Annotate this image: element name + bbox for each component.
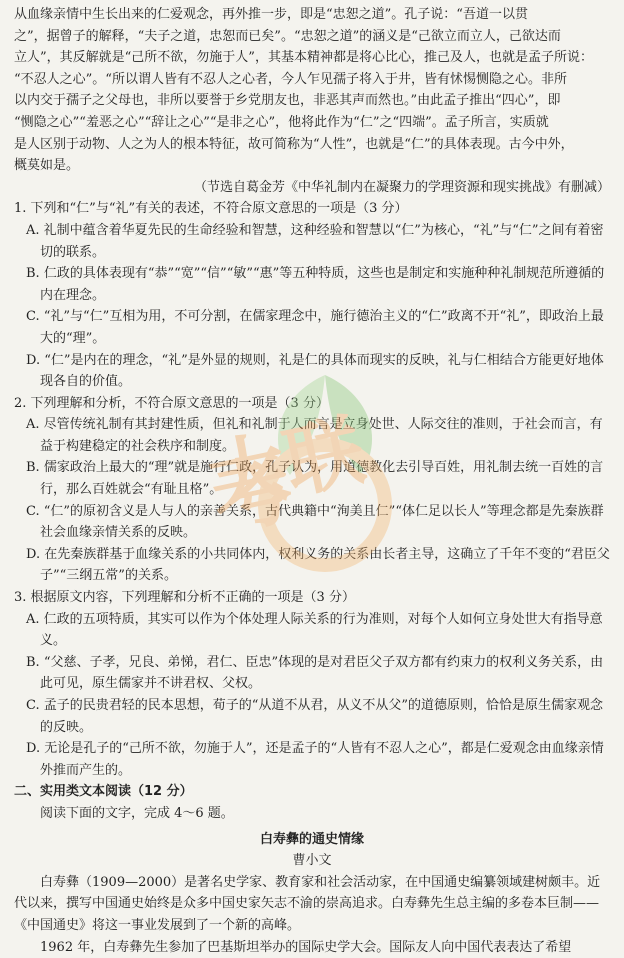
option-d: D. 在先秦族群基于血缘关系的小共同体内，权利义务的关系由长者主导，这确立了千年不变的“君臣父子”“三纲五常”的关系。 [26,546,610,584]
question-2 [14,393,610,587]
question-3 [14,587,610,781]
option-d: D. 无论是孔子的“己所不欲，勿施于人”，还是孟子的“人皆有不忍人之心”，都是仁爱观念由血缘亲情外推而产生的。 [26,741,604,778]
option-a: A. 仁政的五项特质，其实可以作为个体处理人际关系的行为准则，对每个人如何立身处世大有指导意义。 [26,611,603,649]
option-d: D. “仁”是内在的理念，“礼”是外显的规则，礼是仁的具体而现实的反映，礼与仁相结合方能更好地体现各自的价值。 [26,352,604,390]
section-heading: 二、实用类文本阅读（12 分） [14,784,193,800]
passage-line: 立人”，其反解就是“己所不欲，勿施于人”，其基本精神都是将心比心，推己及人，也就是孟子所说： [14,50,593,66]
passage-line: 是人区别于动物、人之为人的根本特征，故可简称为“人性”，也就是“仁”的具体表现。古今中外， [14,136,574,152]
article-paragraph: 白寿彝（1909—2000）是著名史学家、教育家和社会活动家，在中国通史编纂领域建树颇丰。近代以来，撰写中国通史始终是众多中国史家矢志不渝的崇高追求。白寿彝先生总主编的多卷本巨制——《中国通史》将这一事业发展到了一个新的高峰。 [14,874,601,933]
option-a: A. 尽管传统礼制有其封建性质，但礼和礼制于人而言是立身处世、人际交往的准则，于社会而言，有益于构建稳定的社会秩序和制度。 [26,417,603,454]
section-instruction: 阅读下面的文字，完成 4～6 题。 [40,805,234,821]
article-title: 白寿彝的通史情缘 [259,831,364,847]
question-stem: 2. 下列理解和分析，不符合原文意思的一项是（3 分） [14,395,329,411]
option-c: C. “仁”的原初含义是人与人的亲善关系，古代典籍中“洵美且仁”“体仁足以长人”等理念都是先秦族群社会血缘亲情关系的反映。 [26,503,604,541]
option-b: B. 仁政的具体表现有“恭”“宽”“信”“敏”“惠”等五种特质，这些也是制定和实施种种礼制规范所遵循的内在理念。 [26,266,605,303]
option-c: C. 孟子的民贵君轻的民本思想，荀子的“从道不从君，从义不从父”的道德原则，恰恰是原生儒家观念的反映。 [26,698,604,735]
article-paragraph: 1962 年，白寿彝先生参加了巴基斯坦举办的国际史学大会。国际友人向中国代表表达了希望 [40,939,572,955]
passage-source: （节选自葛金芳《中华礼制内在凝聚力的学理资源和现实挑战》有删减） [193,179,610,195]
passage-line: 从血缘亲情中生长出来的仁爱观念，再外推一步，即是“忠恕之道”。孔子说：“吾道一以贯 [14,7,528,22]
option-c: C. “礼”与“仁”互相为用，不可分割，在儒家理念中，施行德治主义的“仁”政离不开“礼”，即政治上最大的“理”。 [26,309,604,346]
passage-line: 概莫如是。 [14,158,80,174]
passage-line: “恻隐之心”“羞恶之心”“辞让之心”“是非之心”，他将此作为“仁”之“四端”。孟子所言，实质就 [14,114,549,130]
watermark-text: 大联考 [200,406,373,548]
passage-line: 之”，据曾子的解释，“夫子之道，忠恕而已矣”。“忠恕之道”的涵义是“己欲立而立人，己欲达而 [14,28,561,44]
passage-line: “不忍人之心”。“所以谓人皆有不忍人之心者，今人乍见孺子将入于井，皆有怵惕恻隐之心。非所 [14,71,567,87]
option-b: B. 儒家政治上最大的“理”就是施行仁政，孔子认为，用道德教化去引导百姓，用礼制去统一百姓的言行，那么百姓就会“有耻且格”。 [26,460,604,498]
option-b: B. “父慈、子孝，兄良、弟悌，君仁、臣忠”体现的是对君臣父子双方都有约束力的权利义务关系，由此可见，原生儒家并不讲君权、父权。 [26,654,604,692]
passage-line: 以内交于孺子之父母也，非所以要誉于乡党朋友也，非恶其声而然也。”由此孟子推出“四心”，即 [14,93,561,109]
question-stem: 1. 下列和“仁”与“礼”有关的表述，不符合原文意思的一项是（3 分） [14,201,408,217]
question-1 [14,198,610,392]
option-a: A. 礼制中蕴含着华夏先民的生命经验和智慧，这种经验和智慧以“仁”为核心，“礼”与“仁”之间有着密切的联系。 [26,222,604,260]
article-author: 曹小文 [292,853,332,869]
question-stem: 3. 根据原文内容，下列理解和分析不正确的一项是（3 分） [14,590,355,606]
passage-continuation [14,4,610,198]
